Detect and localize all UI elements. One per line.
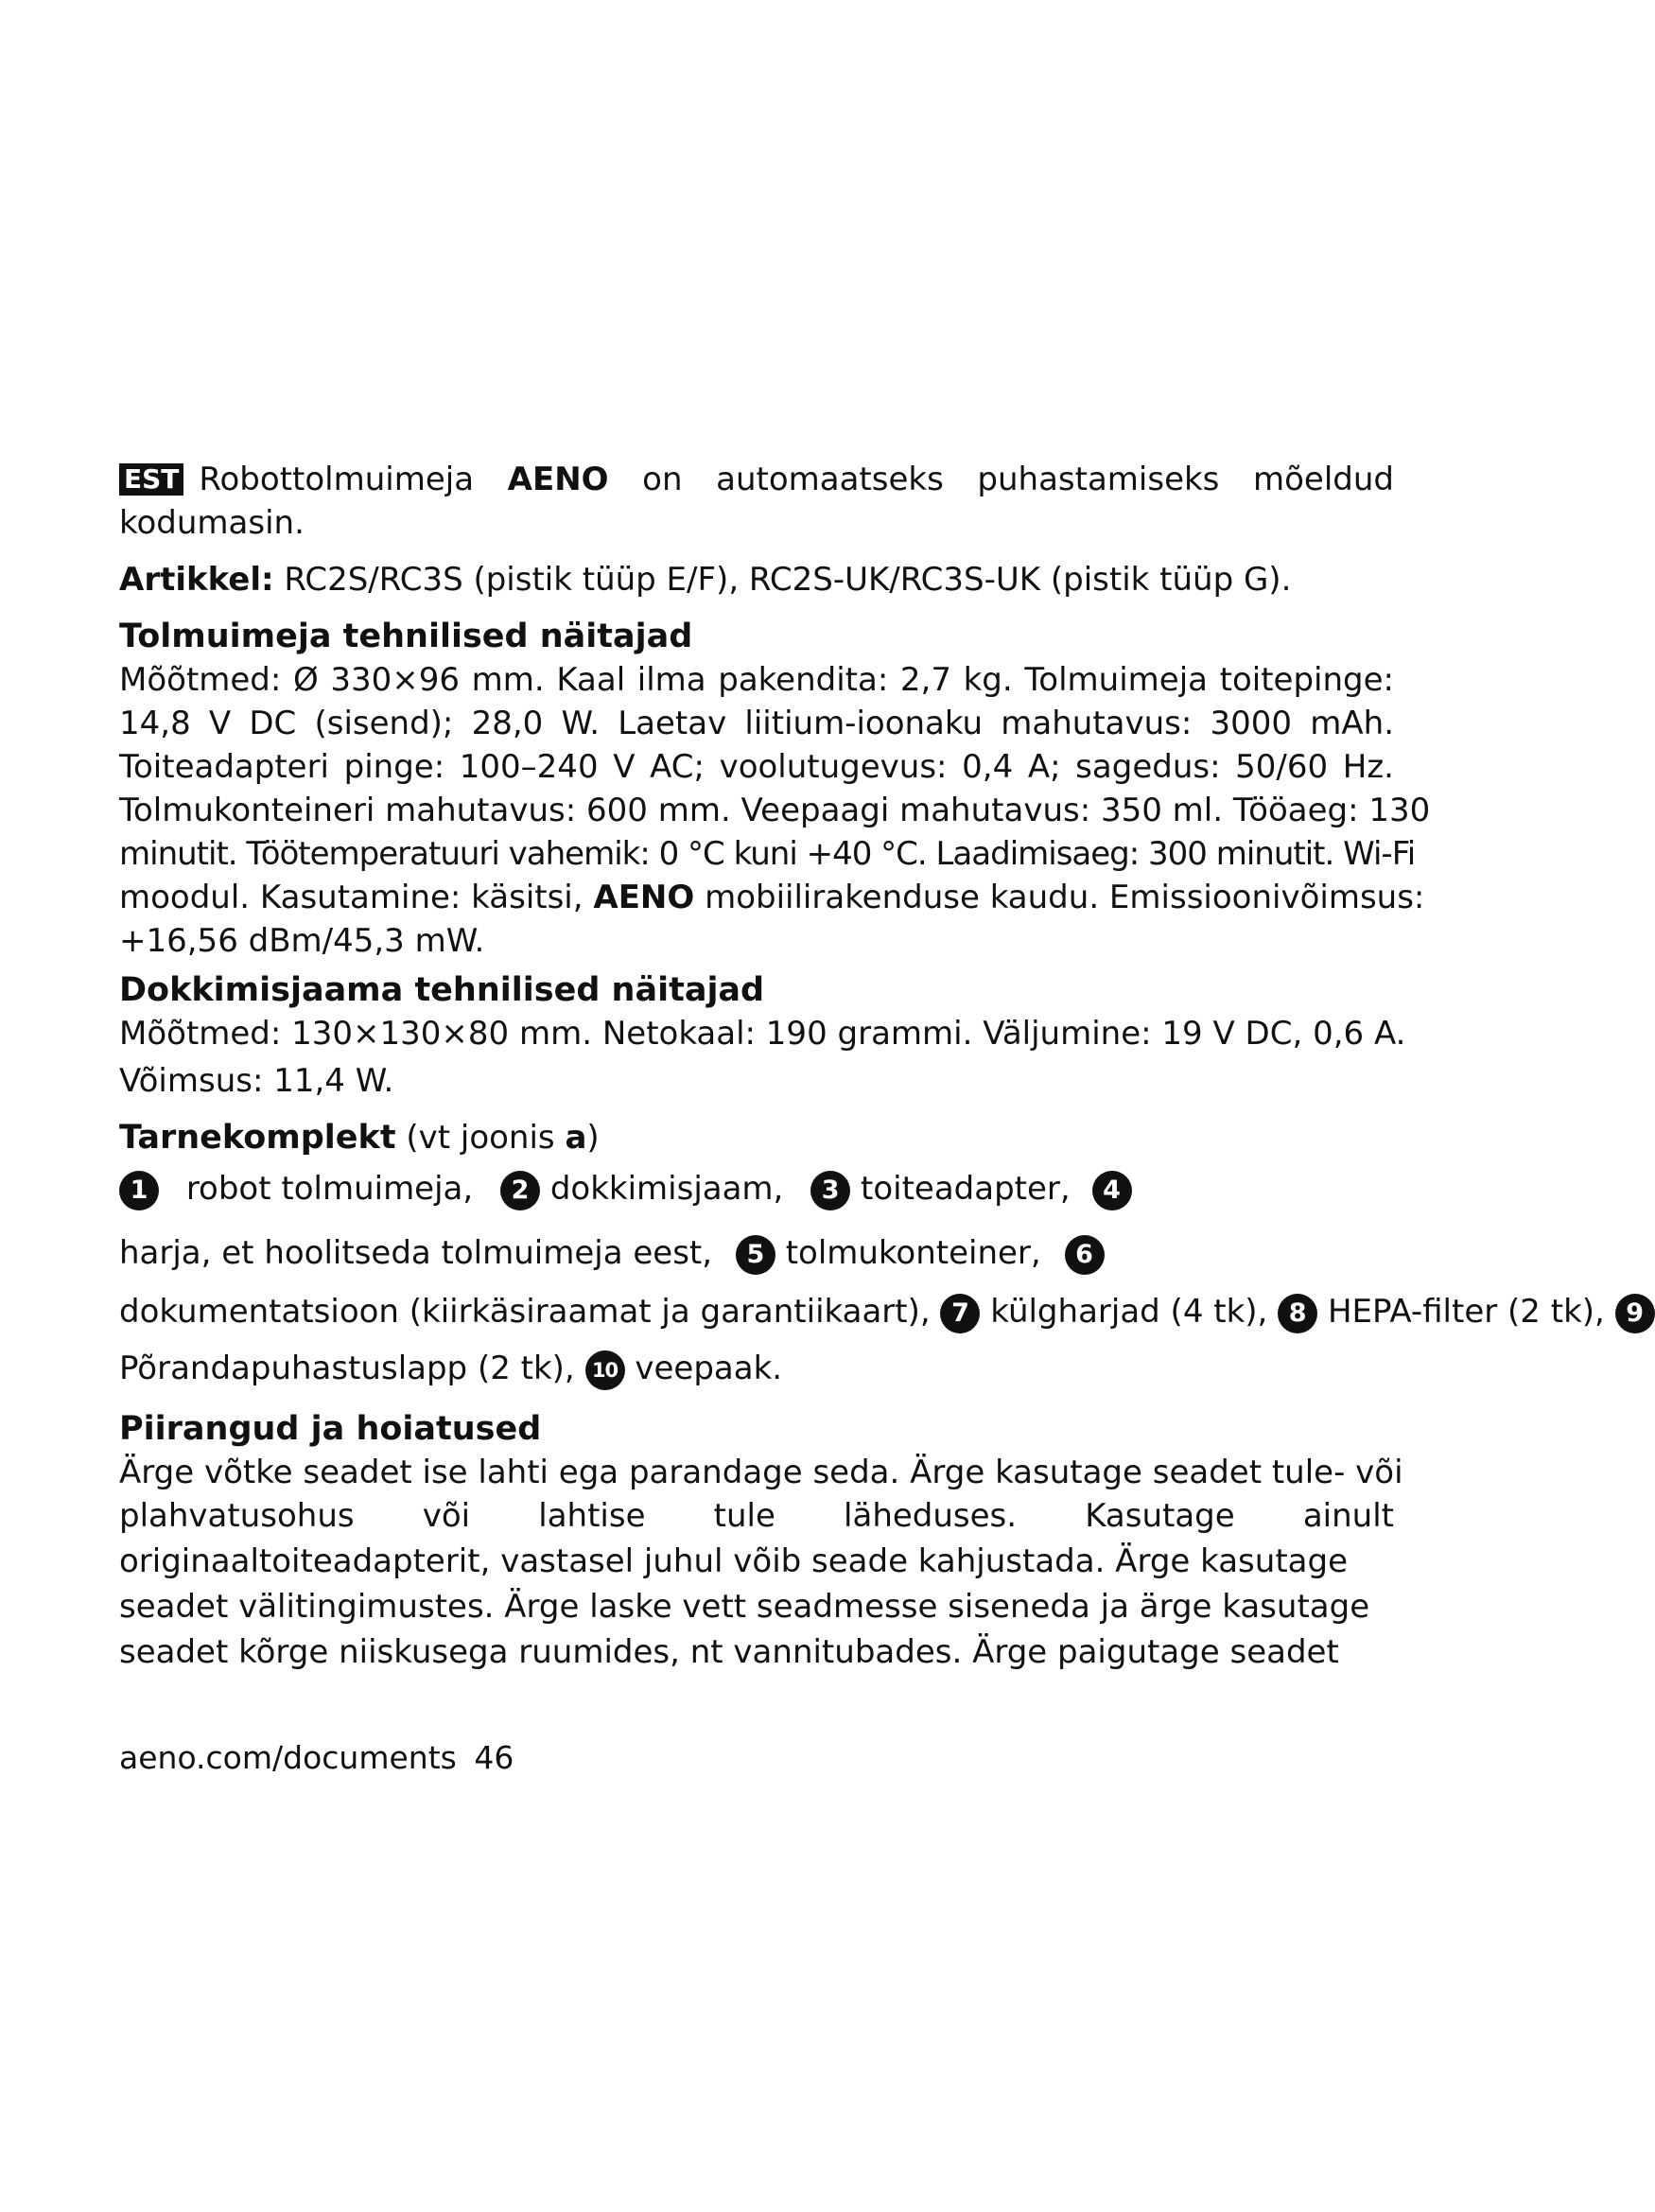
warnings-heading: Piirangud ja hoiatused <box>119 1410 542 1448</box>
item-number-8-icon: 8 <box>1278 1294 1317 1333</box>
article-line <box>119 558 1291 601</box>
dock-spec-line: Võimsus: 11,4 W. <box>119 1062 394 1100</box>
intro-text-before: Robottolmuimeja <box>199 461 475 498</box>
figure-ref: a <box>565 1119 587 1157</box>
package-item-text: toiteadapter, <box>861 1170 1071 1208</box>
item-number-9-icon: 9 <box>1615 1294 1655 1333</box>
warning-line: plahvatusohus või lahtise tule läheduses. Kasutage ainult <box>119 1497 1394 1535</box>
package-line-2 <box>119 1231 1105 1275</box>
brand-name: AENO <box>593 879 695 916</box>
item-number-7-icon: 7 <box>940 1294 980 1333</box>
vacuum-spec-text: moodul. Kasutamine: käsitsi, <box>119 879 584 916</box>
language-badge: EST <box>119 463 183 496</box>
package-ref-close: ) <box>586 1119 600 1157</box>
item-number-5-icon: 5 <box>736 1235 775 1275</box>
package-item-text: HEPA-filter (2 tk), <box>1327 1293 1605 1331</box>
package-heading-line <box>119 1116 600 1159</box>
package-item-text: harja, et hoolitseda tolmuimeja eest, <box>119 1234 713 1272</box>
item-number-2-icon: 2 <box>500 1171 540 1211</box>
warning-line: originaaltoiteadapterit, vastasel juhul võib seade kahjustada. Ärge kasutage <box>119 1542 1348 1580</box>
page-footer <box>119 1736 514 1780</box>
package-item-text: veepaak. <box>635 1350 783 1387</box>
item-number-6-icon: 6 <box>1065 1235 1105 1275</box>
intro-line-1 <box>119 458 1394 501</box>
package-item-text: robot tolmuimeja, <box>185 1170 474 1208</box>
package-item-text: tolmukonteiner, <box>785 1234 1041 1272</box>
package-item-text: dokumentatsioon (kiirkäsiraamat ja garantiikaart), <box>119 1293 931 1331</box>
vacuum-spec-line <box>119 876 1424 919</box>
dock-specs-heading: Dokkimisjaama tehnilised näitajad <box>119 971 765 1009</box>
package-item-text: külgharjad (4 tk), <box>990 1293 1268 1331</box>
vacuum-spec-line: minutit. Töötemperatuuri vahemik: 0 °C kuni +40 °C. Laadimisaeg: 300 minutit. Wi-Fi <box>119 835 1416 873</box>
package-item-text: dokkimisjaam, <box>549 1170 784 1208</box>
intro-text-after: on automaatseks puhastamiseks mõeldud <box>642 461 1394 498</box>
brand-name: AENO <box>507 461 609 498</box>
item-number-3-icon: 3 <box>810 1171 850 1211</box>
vacuum-spec-text: mobiilirakenduse kaudu. Emissioonivõimsus: <box>705 879 1425 916</box>
item-number-1-icon: 1 <box>119 1171 159 1211</box>
intro-line-2: kodumasin. <box>119 504 305 542</box>
article-value: RC2S/RC3S (pistik tüüp E/F), RC2S-UK/RC3S-UK (pistik tüüp G). <box>284 561 1292 599</box>
vacuum-spec-line: +16,56 dBm/45,3 mW. <box>119 922 485 960</box>
dock-spec-line: Mõõtmed: 130×130×80 mm. Netokaal: 190 grammi. Väljumine: 19 V DC, 0,6 A. <box>119 1015 1406 1053</box>
package-item-text: Põrandapuhastuslapp (2 tk), <box>119 1350 575 1387</box>
footer-url: aeno.com/documents <box>119 1739 457 1776</box>
package-line-3 <box>119 1290 1655 1333</box>
package-line-1 <box>119 1167 1132 1211</box>
vacuum-specs-heading: Tolmuimeja tehnilised näitajad <box>119 618 693 655</box>
item-number-10-icon: 10 <box>585 1350 625 1390</box>
package-heading: Tarnekomplekt <box>119 1119 396 1157</box>
item-number-4-icon: 4 <box>1092 1171 1132 1211</box>
vacuum-spec-line: Tolmukonteineri mahutavus: 600 mm. Veepaagi mahutavus: 350 ml. Tööaeg: 130 <box>119 792 1431 829</box>
warning-line: seadet välitingimustes. Ärge laske vett seadmesse siseneda ja ärge kasutage <box>119 1588 1370 1626</box>
vacuum-spec-line: 14,8 V DC (sisend); 28,0 W. Laetav liitium-ioonaku mahutavus: 3000 mAh. <box>119 705 1394 742</box>
warning-line: Ärge võtke seadet ise lahti ega parandage seda. Ärge kasutage seadet tule- või <box>119 1454 1403 1491</box>
vacuum-spec-line: Toiteadapteri pinge: 100–240 V AC; voolutugevus: 0,4 A; sagedus: 50/60 Hz. <box>119 748 1394 786</box>
vacuum-spec-line: Mõõtmed: Ø 330×96 mm. Kaal ilma pakendita: 2,7 kg. Tolmuimeja toitepinge: <box>119 661 1394 699</box>
warning-line: seadet kõrge niiskusega ruumides, nt vannitubades. Ärge paigutage seadet <box>119 1633 1339 1671</box>
article-label: Artikkel: <box>119 561 274 599</box>
package-line-4 <box>119 1347 782 1390</box>
package-ref-text: (vt joonis <box>406 1119 555 1157</box>
page-number: 46 <box>474 1739 514 1776</box>
